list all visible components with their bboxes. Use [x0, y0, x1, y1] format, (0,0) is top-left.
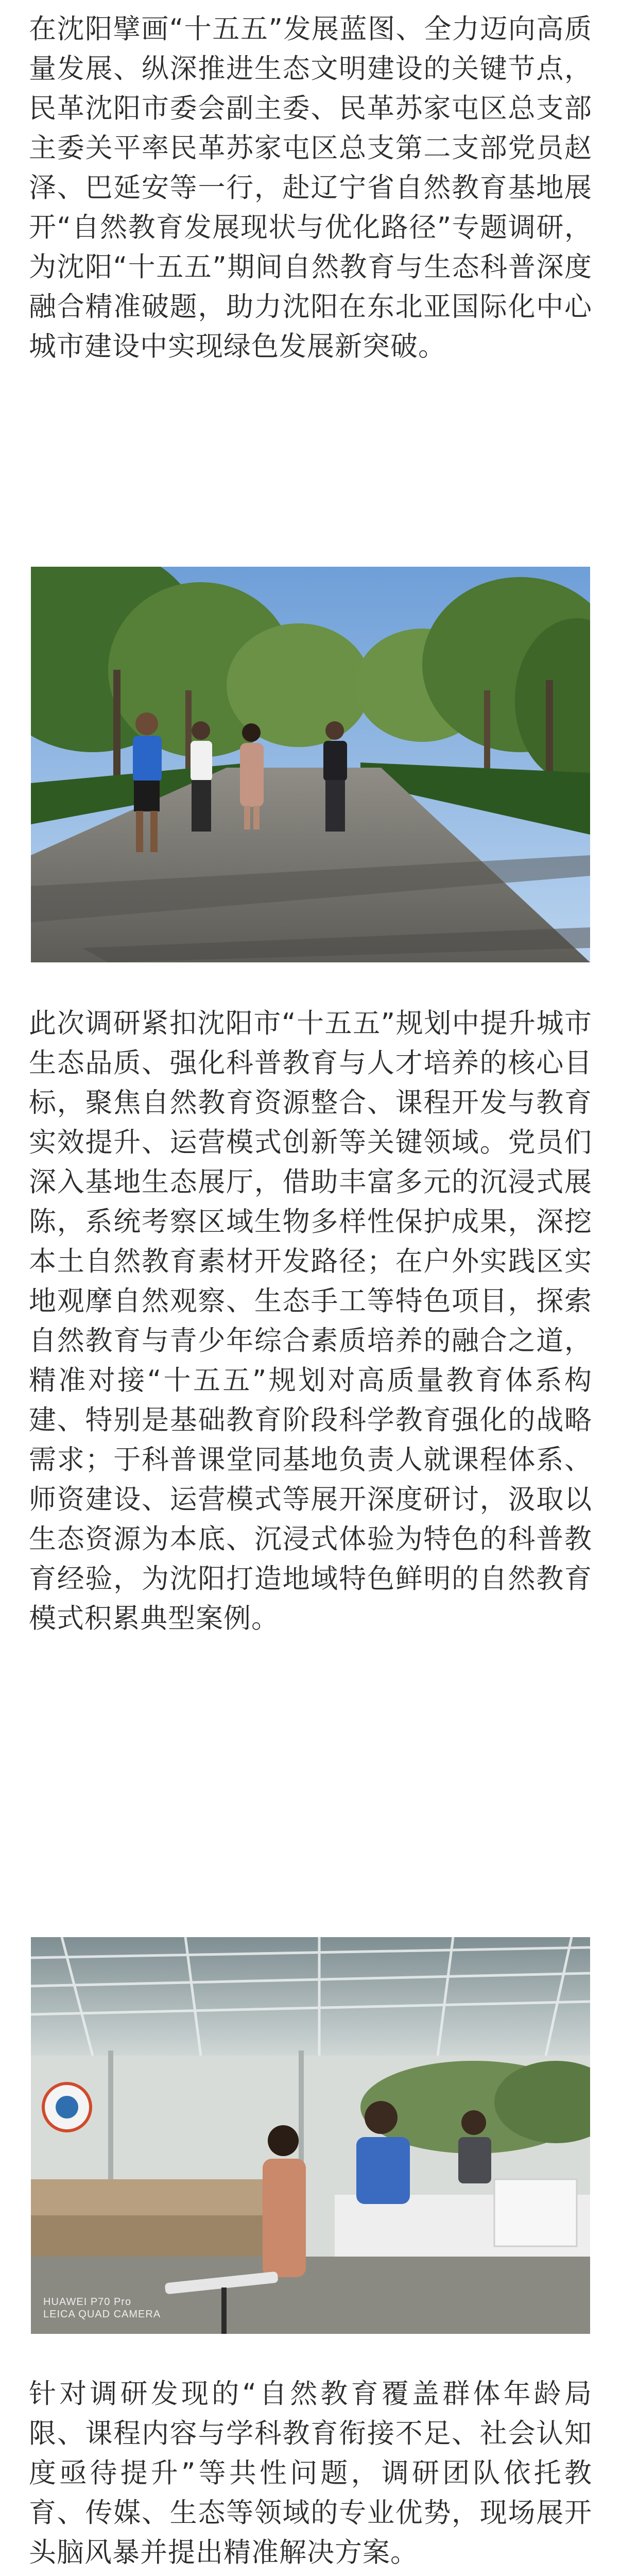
- camera-watermark-brand: LEICA QUAD CAMERA: [43, 2309, 161, 2320]
- photo-outdoor-visit-image: [31, 567, 590, 962]
- paragraph-1: 在沈阳擘画“十五五”发展蓝图、全力迈向高质量发展、纵深推进生态文明建设的关键节点，民革沈阳市委会副主委、民革苏家屯区总支部主委关平率民革苏家屯区总支第二支部党员赵泽、巴延安等一行，赴辽宁省自然教育基地展开“自然教育发展现状与优化路径”专题调研，为沈阳“十五五”期间自然教育与生态科普深度融合精准破题，助力沈阳在东北亚国际化中心城市建设中实现绿色发展新突破。: [29, 13, 592, 362]
- camera-watermark: [43, 2296, 161, 2320]
- paragraph-2: 此次调研紧扣沈阳市“十五五”规划中提升城市生态品质、强化科普教育与人才培养的核心目标，聚焦自然教育资源整合、课程开发与教育实效提升、运营模式创新等关键领域。党员们深入基地生态展厅，借助丰富多元的沉浸式展陈，系统考察区域生物多样性保护成果，深挖本土自然教育素材开发路径；在户外实践区实地观摩自然观察、生态手工等特色项目，探索自然教育与青少年综合素质培养的融合之道，精准对接“十五五”规划对高质量教育体系构建、特别是基础教育阶段科学教育强化的战略需求；于科普课堂同基地负责人就课程体系、师资建设、运营模式等展开深度研讨，汲取以生态资源为本底、沉浸式体验为特色的科普教育经验，为沈阳打造地域特色鲜明的自然教育模式积累典型案例。: [29, 1008, 592, 1634]
- photo-greenhouse-classroom-image: [31, 1937, 590, 2334]
- paragraph-3: 针对调研发现的“自然教育覆盖群体年龄局限、课程内容与学科教育衔接不足、社会认知度亟待提升”等共性问题，调研团队依托教育、传媒、生态等领域的专业优势，现场展开头脑风暴并提出精准解决方案。: [29, 2378, 592, 2568]
- photo-greenhouse-classroom: [31, 1937, 590, 2334]
- paragraph-1-block: [0, 9, 621, 366]
- camera-watermark-model: HUAWEI P70 Pro: [43, 2296, 132, 2308]
- photo-outdoor-visit: [31, 567, 590, 962]
- paragraph-2-block: [0, 1004, 621, 1638]
- paragraph-3-block: [0, 2374, 621, 2572]
